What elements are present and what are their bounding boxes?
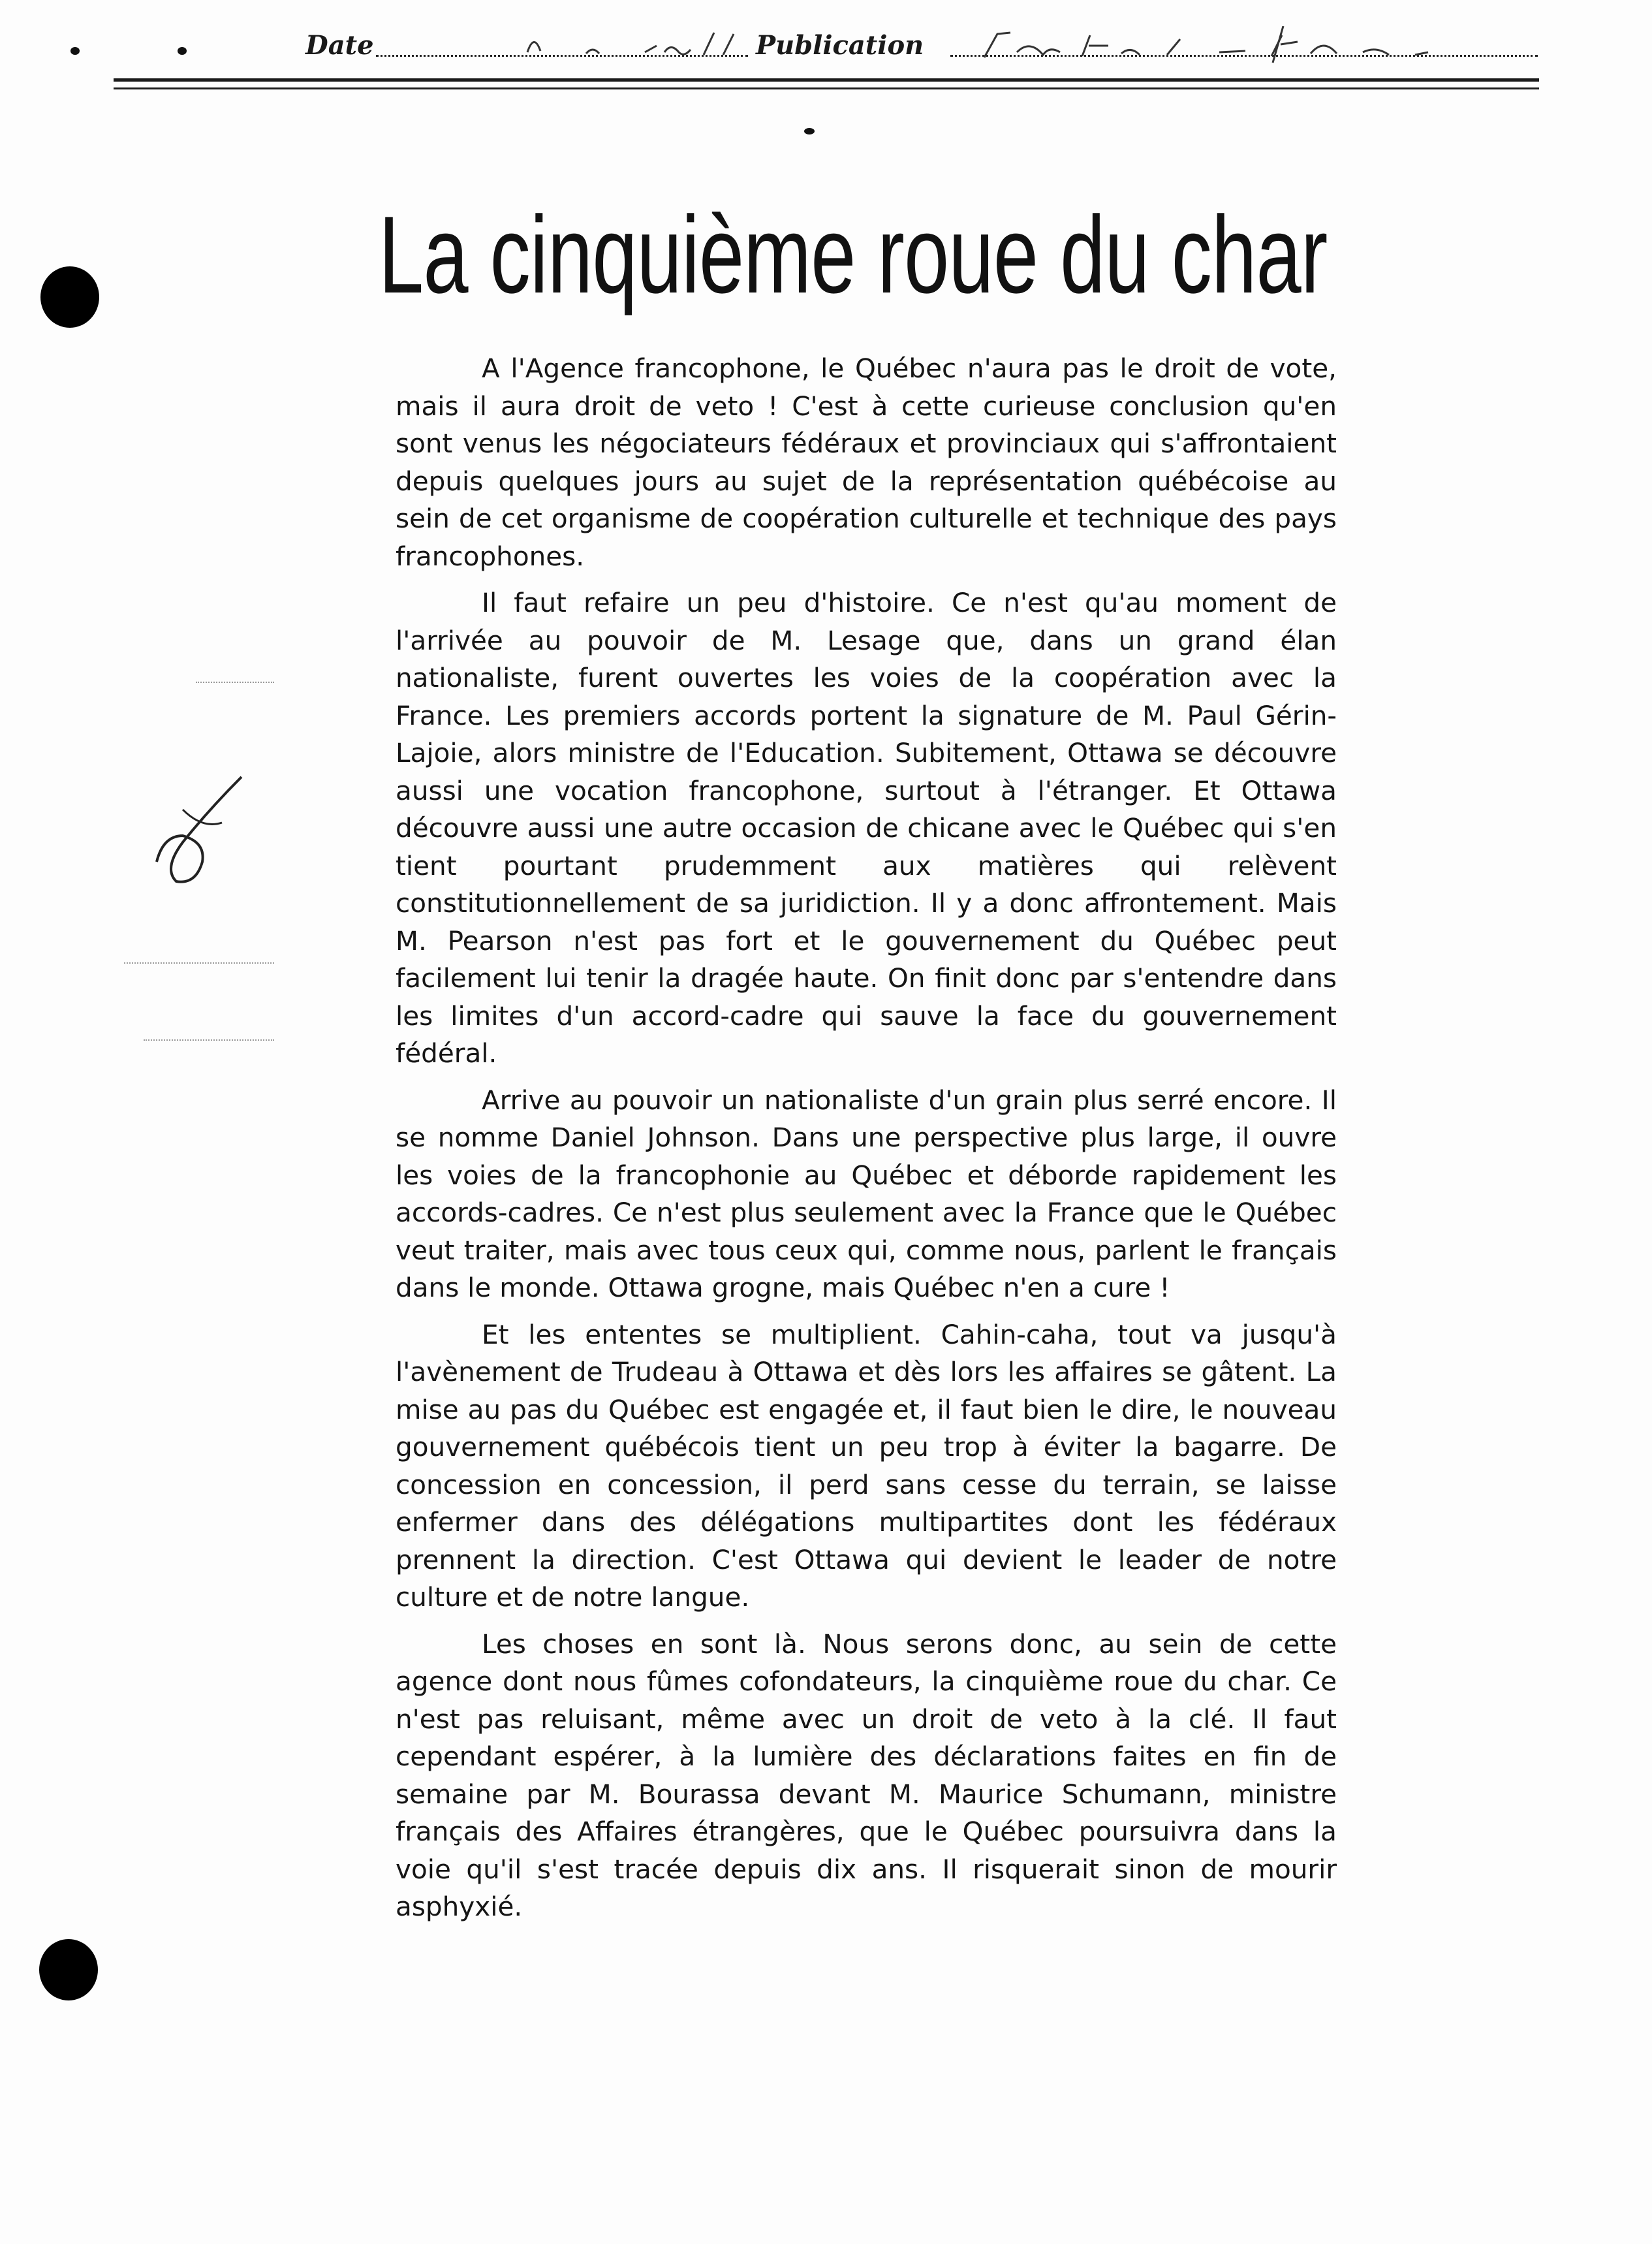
- handwritten-mark-icon: [144, 770, 255, 888]
- page-header: [305, 26, 1538, 63]
- article-title: La cinquième roue du char: [379, 193, 1328, 316]
- punch-hole-icon: [40, 266, 99, 328]
- handwritten-publication-scrawl: [971, 26, 1546, 65]
- faint-margin-line: [144, 1039, 274, 1041]
- publication-label: Publication: [756, 30, 924, 61]
- article-paragraph: Les choses en sont là. Nous serons donc, au sein de cette agence dont nous fûmes cofondateurs, la cinquième roue du char. Ce n'est pas reluisant, même avec un droit de veto à la clé. Il faut cependant espérer, à la lumière des déclarations faites en fin de semaine par M. Bourassa devant M. Maurice Schumann, ministre français des Affaires étrangères, que le Québec poursuivra dans la voie qu'il s'est tracée depuis dix ans. Il risquerait sinon de mourir asphyxié.: [396, 1628, 1337, 1922]
- article-paragraph: Arrive au pouvoir un nationaliste d'un grain plus serré encore. Il se nomme Daniel Johnson. Dans une perspective plus large, il ouvre les voies de la francophonie au Québec et déborde rapidement les accords-cadres. Ce n'est plus seulement avec la France que le Québec veut traiter, mais avec tous ceux qui, comme nous, parlent le français dans le monde. Ottawa grogne, mais Québec n'en a cure !: [396, 1084, 1337, 1303]
- faint-margin-line: [196, 682, 274, 683]
- punch-hole-icon: [39, 1939, 98, 2000]
- article-paragraph: A l'Agence francophone, le Québec n'aura pas le droit de vote, mais il aura droit de veto ! C'est à cette curieuse conclusion qu'en sont venus les négociateurs fédéraux et provinciaux qui s'affrontaient depuis quelques jours au sujet de la représentation québécoise au sein de cet organisme de coopération culturelle et technique des pays francophones.: [396, 353, 1337, 572]
- ink-speck: [178, 47, 187, 55]
- article-paragraph: Il faut refaire un peu d'histoire. Ce n'est qu'au moment de l'arrivée au pouvoir de M. Lesage que, dans un grand élan nationaliste, furent ouvertes les voies de la coopération avec la France. Les premiers accords portent la signature de M. Paul Gérin-Lajoie, alors ministre de l'Education. Subitement, Ottawa se découvre aussi une vocation francophone, surtout à l'étranger. Et Ottawa découvre aussi une autre occasion de chicane avec le Québec qui s'en tient pourtant prudemment aux matières qui relèvent constitutionnellement de sa juridiction. Il y a donc affrontement. Mais M. Pearson n'est pas fort et le gouvernement du Québec peut facilement lui tenir la dragée haute. On finit donc par s'entendre dans les limites d'un accord-cadre qui sauve la face du gouvernement fédéral.: [396, 587, 1337, 1069]
- header-rule-thick: [114, 78, 1539, 82]
- article-body: [396, 350, 1337, 1935]
- article-paragraph: Et les ententes se multiplient. Cahin-caha, tout va jusqu'à l'avènement de Trudeau à Ottawa et dès lors les affaires se gâtent. La mise au pas du Québec est engagée et, il faut bien le dire, le nouveau gouvernement québécois tient un peu trop à éviter la bagarre. De concession en concession, il perd sans cesse du terrain, se laisse enfermer dans des délégations multipartites dont les fédéraux prennent la direction. C'est Ottawa qui devient le leader de notre culture et de notre langue.: [396, 1318, 1337, 1613]
- date-label: Date: [305, 30, 374, 61]
- ink-speck: [70, 47, 80, 55]
- ink-speck: [804, 128, 815, 134]
- header-rule-thin: [114, 87, 1539, 89]
- faint-margin-line: [124, 962, 274, 964]
